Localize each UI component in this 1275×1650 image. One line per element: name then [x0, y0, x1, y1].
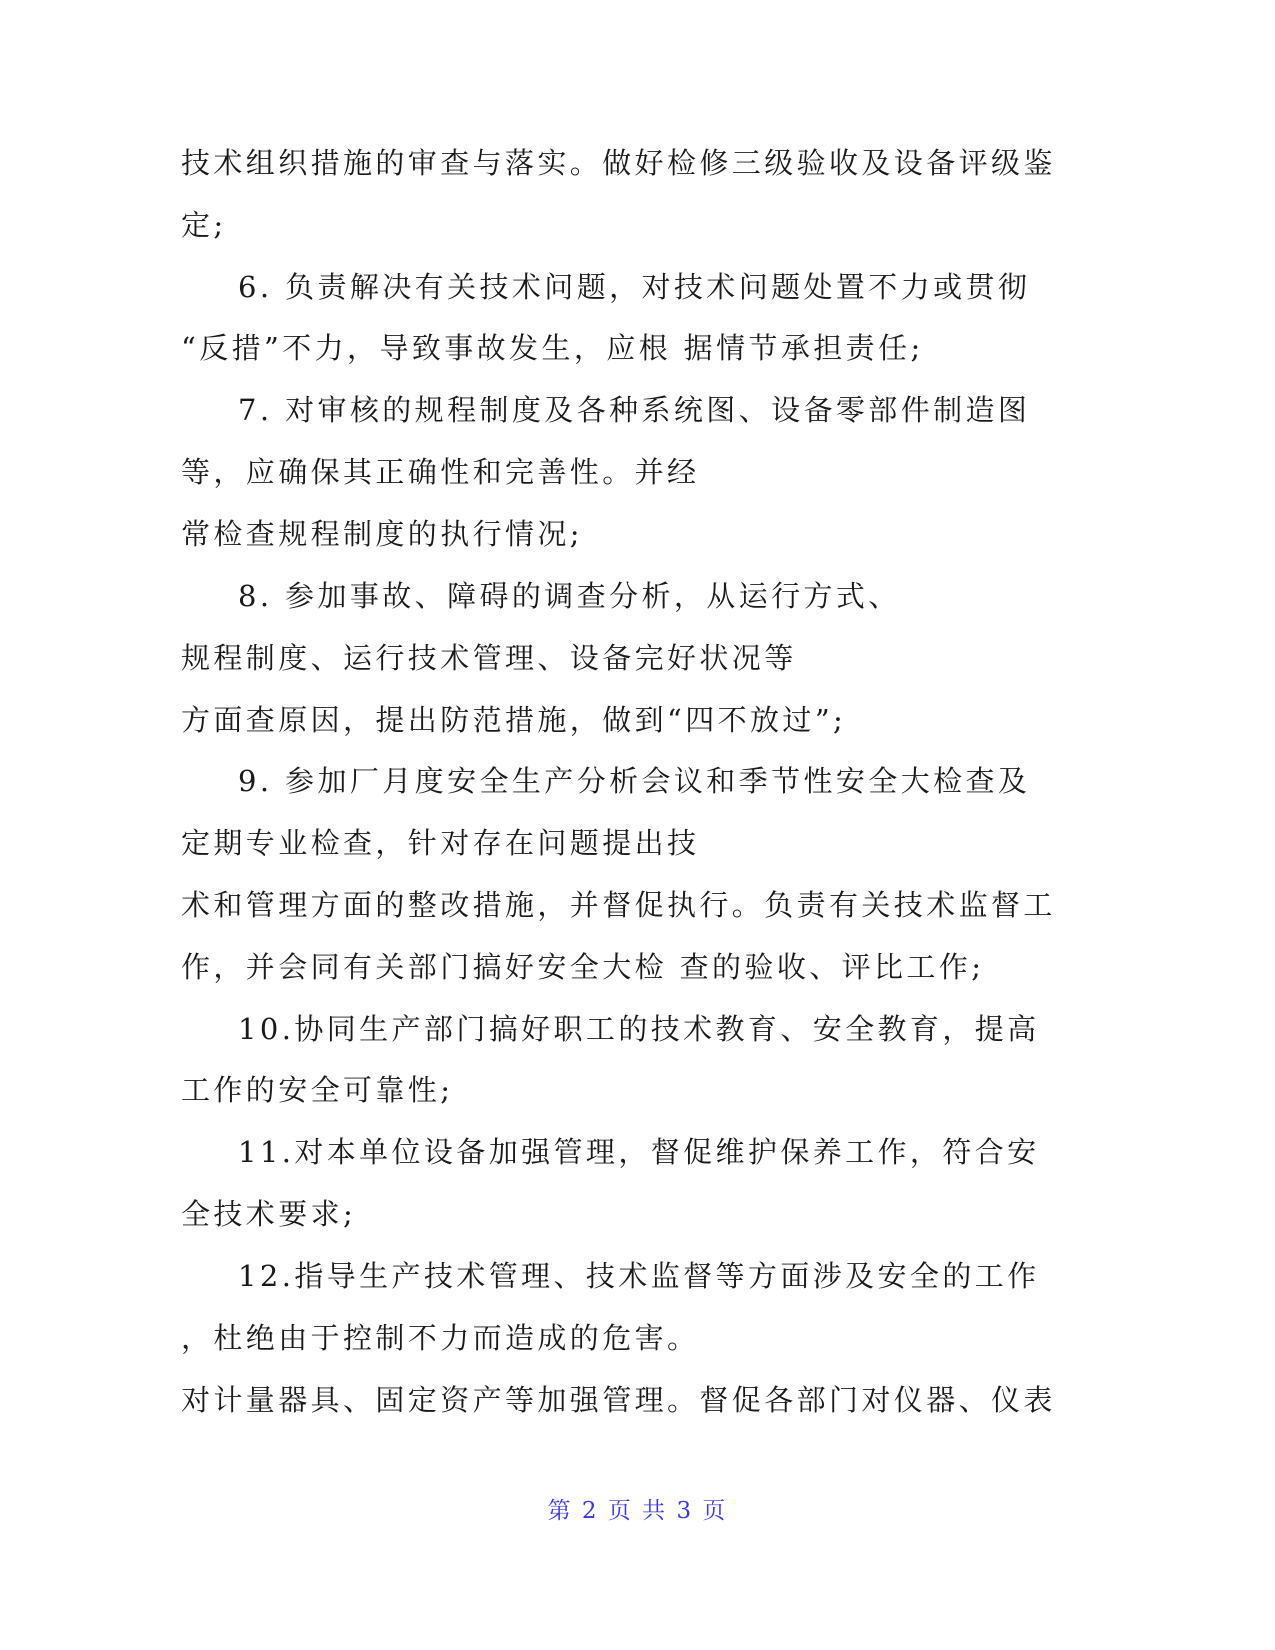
page-number-footer: 第 2 页 共 3 页 — [547, 1498, 728, 1524]
text-line: 规程制度、运行技术管理、设备完好状况等 — [181, 641, 797, 675]
text-line: 9. 参加厂月度安全生产分析会议和季节性安全大检查及 — [238, 764, 1031, 798]
text-line: 等，应确保其正确性和完善性。并经 — [181, 455, 700, 489]
text-line: 6. 负责解决有关技术问题，对技术问题处置不力或贯彻 — [238, 270, 1031, 304]
text-line: 工作的安全可靠性; — [181, 1073, 454, 1107]
text-line: 11.对本单位设备加强管理，督促维护保养工作，符合安 — [238, 1135, 1040, 1169]
text-line: 8. 参加事故、障碍的调查分析，从运行方式、 — [238, 579, 901, 613]
text-line: ，杜绝由于控制不力而造成的危害。 — [181, 1321, 700, 1355]
text-line: 7. 对审核的规程制度及各种系统图、设备零部件制造图 — [238, 393, 1031, 427]
text-line: “反措”不力，导致事故发生，应根 据情节承担责任; — [181, 331, 924, 365]
text-line: 定; — [181, 208, 227, 242]
text-line: 全技术要求; — [181, 1197, 357, 1231]
text-line: 12.指导生产技术管理、技术监督等方面涉及安全的工作 — [238, 1259, 1040, 1293]
text-line: 术和管理方面的整改措施，并督促执行。负责有关技术监督工 — [181, 888, 1056, 922]
text-line: 对计量器具、固定资产等加强管理。督促各部门对仪器、仪表 — [181, 1383, 1056, 1417]
text-line: 10.协同生产部门搞好职工的技术教育、安全教育，提高 — [238, 1012, 1040, 1046]
text-line: 技术组织措施的审查与落实。做好检修三级验收及设备评级鉴 — [181, 146, 1056, 180]
text-line: 作，并会同有关部门搞好安全大检 查的验收、评比工作; — [181, 950, 985, 984]
text-line: 定期专业检查，针对存在问题提出技 — [181, 826, 700, 860]
text-line: 方面查原因，提出防范措施，做到“四不放过”; — [181, 703, 847, 737]
text-line: 常检查规程制度的执行情况; — [181, 517, 583, 551]
